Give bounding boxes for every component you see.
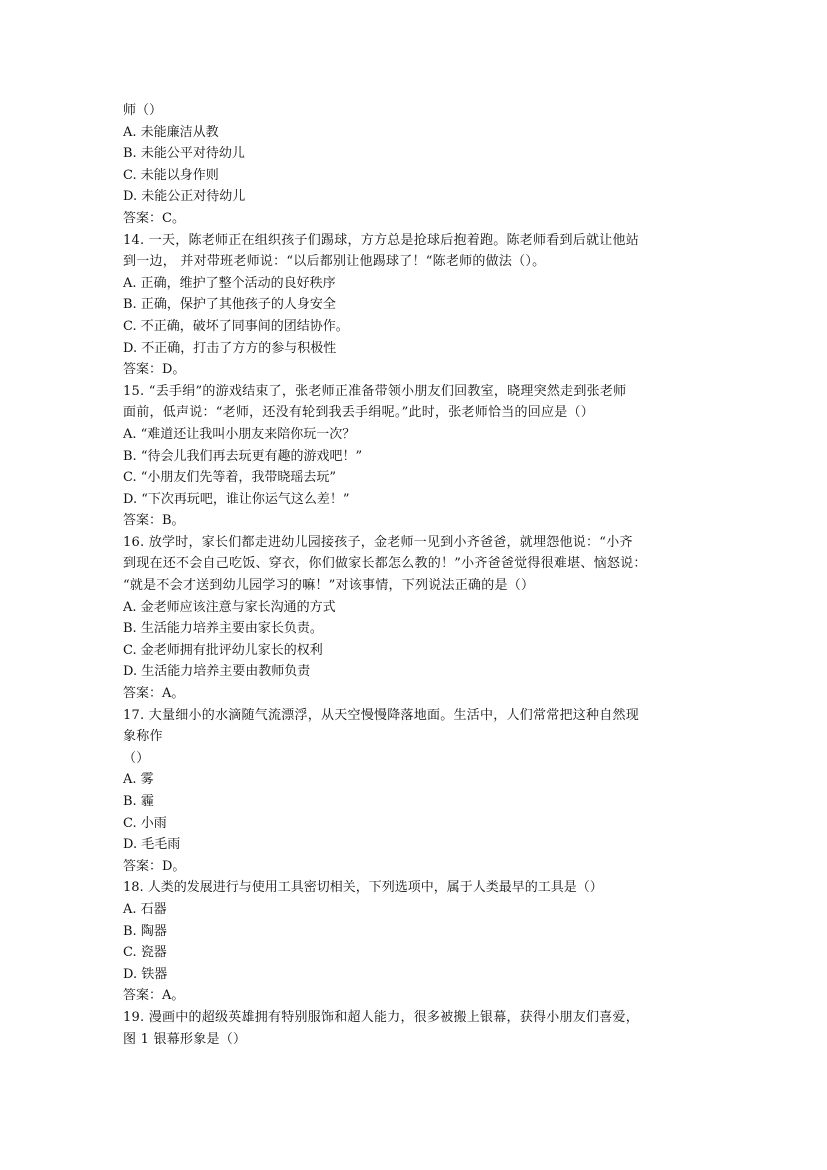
question-19-line-1: 19. 漫画中的超级英雄拥有特别服饰和超人能力，很多被搬上银幕，获得小朋友们喜爱，	[123, 1009, 640, 1025]
question-16-line-1: 16. 放学时，家长们都走进幼儿园接孩子，金老师一见到小齐爸爸，就埋怨他说：“小齐	[123, 534, 633, 550]
answer-15: 答案：B。	[123, 513, 185, 529]
question-17-line-2: 象称作	[123, 729, 163, 745]
option-d: D. 未能公正对待幼儿	[123, 189, 246, 205]
question-19	[123, 1007, 708, 1050]
option-a: A. 正确，维护了整个活动的良好秩序	[123, 275, 336, 291]
option-d: D. 生活能力培养主要由教师负责	[123, 664, 311, 680]
question-17-line-3: （）	[123, 750, 150, 766]
question-16	[123, 532, 708, 597]
option-b: B. 未能公平对待幼儿	[123, 146, 245, 162]
option-a: A. “难道还让我叫小朋友来陪你玩一次？	[123, 426, 356, 442]
question-18: 18. 人类的发展进行与使用工具密切相关，下列选项中，属于人类最早的工具是（）	[123, 880, 603, 896]
option-c: C. 未能以身作则	[123, 167, 219, 183]
question-16-line-2: 到现在还不会自己吃饭、穿衣，你们做家长都怎么教的！”小齐爸爸觉得很难堪、恼怒说：	[123, 556, 647, 572]
option-a: A. 石器	[123, 901, 167, 917]
option-b: B. 陶器	[123, 923, 167, 939]
option-b: B. 正确，保护了其他孩子的人身安全	[123, 297, 336, 313]
option-a: A. 雾	[123, 772, 154, 788]
question-15-line-2: 面前，低声说：“老师，还没有轮到我丢手绢呢。”此时，张老师恰当的回应是（）	[123, 405, 595, 421]
option-a: A. 未能廉洁从教	[123, 124, 219, 140]
answer-13: 答案：C。	[123, 210, 185, 226]
answer-16: 答案：A。	[123, 686, 185, 702]
question-15-line-1: 15. “丢手绢”的游戏结束了，张老师正准备带领小朋友们回教室，晓理突然走到张老师	[123, 383, 627, 399]
question-14-line-1: 14. 一天，陈老师正在组织孩子们踢球，方方总是抢球后抱着跑。陈老师看到后就让他站	[123, 232, 640, 248]
page-content	[123, 100, 708, 1050]
question-17-line-1: 17. 大量细小的水滴随气流漂浮，从天空慢慢降落地面。生活中，人们常常把这种自然现	[123, 707, 640, 723]
question-14	[123, 230, 708, 273]
option-d: D. 铁器	[123, 966, 168, 982]
option-b: B. “待会儿我们再去玩更有趣的游戏吧！”	[123, 448, 363, 464]
option-c: C. 不正确，破坏了同事间的团结协作。	[123, 318, 349, 334]
question-13-tail: 师（）	[123, 103, 163, 118]
option-a: A. 金老师应该注意与家长沟通的方式	[123, 599, 336, 615]
question-19-line-2: 图 1 银幕形象是（）	[123, 1031, 247, 1047]
option-c: C. 金老师拥有批评幼儿家长的权利	[123, 642, 323, 658]
question-15	[123, 381, 708, 424]
answer-18: 答案：A。	[123, 988, 185, 1004]
option-b: B. 霾	[123, 794, 154, 809]
question-17	[123, 705, 708, 770]
answer-17: 答案：D。	[123, 858, 186, 874]
option-c: C. “小朋友们先等着，我带晓瑶去玩”	[123, 470, 337, 486]
option-b: B. 生活能力培养主要由家长负责。	[123, 621, 323, 637]
option-d: D. “下次再玩吧，谁让你运气这么差！”	[123, 491, 350, 507]
question-16-line-3: “就是不会才送到幼儿园学习的嘛！”对该事情，下列说法正确的是（）	[123, 578, 535, 594]
option-c: C. 小雨	[123, 815, 167, 831]
option-d: D. 不正确，打击了方方的参与积极性	[123, 340, 337, 356]
option-d: D. 毛毛雨	[123, 837, 181, 853]
answer-14: 答案：D。	[123, 362, 186, 378]
question-14-line-2: 到一边， 并对带班老师说：“以后都别让他踢球了！“陈老师的做法（）。	[123, 254, 546, 270]
option-c: C. 瓷器	[123, 945, 167, 961]
